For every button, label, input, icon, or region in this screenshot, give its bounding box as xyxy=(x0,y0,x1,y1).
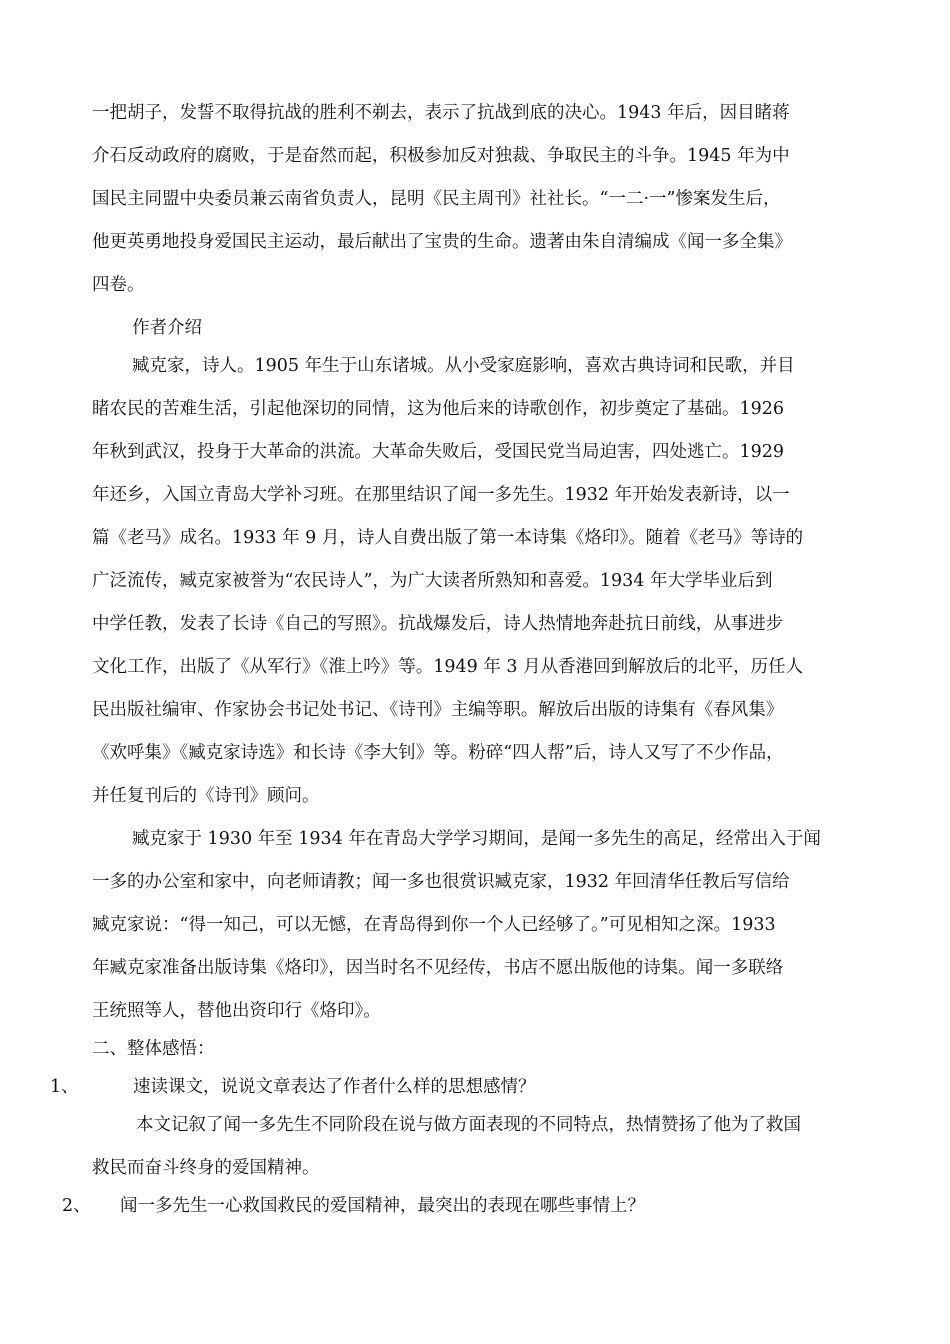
question-number: 1、 xyxy=(50,1077,79,1097)
paragraph-line: 王统照等人，替他出资印行《烙印》。 xyxy=(92,1001,381,1021)
author-heading: 作者介绍 xyxy=(132,318,202,338)
question-number: 2、 xyxy=(62,1196,91,1216)
paragraph-line: 国民主同盟中央委员兼云南省负责人，昆明《民主周刊》社社长。“一二·一”惨案发生后， xyxy=(92,189,781,209)
paragraph-line: 年秋到武汉，投身于大革命的洪流。大革命失败后，受国民党当局迫害，四处逃亡。1929 xyxy=(92,442,785,462)
paragraph-line: 介石反动政府的腐败，于是奋然而起，积极参加反对独裁、争取民主的斗争。1945 年为中 xyxy=(92,146,790,166)
answer-line: 本文记叙了闻一多先生不同阶段在说与做方面表现的不同特点，热情赞扬了他为了救国 xyxy=(136,1115,801,1135)
paragraph-line: 臧克家于 1930 年至 1934 年在青岛大学学习期间，是闻一多先生的高足，经常出入于闻 xyxy=(132,829,821,849)
paragraph-line: 一把胡子，发誓不取得抗战的胜利不剃去，表示了抗战到底的决心。1943 年后，因目睹蒋 xyxy=(92,103,790,123)
paragraph-line: 年臧克家准备出版诗集《烙印》，因当时名不见经传，书店不愿出版他的诗集。闻一多联络 xyxy=(92,958,784,978)
paragraph-line: 一多的办公室和家中，向老师请教；闻一多也很赏识臧克家，1932 年回清华任教后写信给 xyxy=(92,872,790,892)
section-heading: 二、整体感悟： xyxy=(92,1039,215,1059)
paragraph-line: 并任复刊后的《诗刊》顾问。 xyxy=(92,786,320,806)
paragraph-line: 文化工作，出版了《从军行》《淮上吟》等。1949 年 3 月从香港回到解放后的北平，历任人 xyxy=(92,657,804,677)
paragraph-line: 他更英勇地投身爱国民主运动，最后献出了宝贵的生命。遗著由朱自清编成《闻一多全集》 xyxy=(92,232,792,252)
paragraph-line: 《欢呼集》《臧克家诗选》和长诗《李大钊》等。粉碎“四人帮”后，诗人又写了不少作品， xyxy=(92,743,784,763)
paragraph-line: 臧克家说：“得一知己，可以无憾，在青岛得到你一个人已经够了。”可见相知之深。1933 xyxy=(92,915,776,935)
paragraph-line: 臧克家，诗人。1905 年生于山东诸城。从小受家庭影响，喜欢古典诗词和民歌，并目 xyxy=(132,356,795,376)
question-text: 闻一多先生一心救国救民的爱国精神，最突出的表现在哪些事情上？ xyxy=(120,1196,645,1216)
question-text: 速读课文，说说文章表达了作者什么样的思想感情？ xyxy=(133,1077,536,1097)
paragraph-line: 民出版社编审、作家协会书记处书记、《诗刊》主编等职。解放后出版的诗集有《春风集》 xyxy=(92,700,784,720)
paragraph-line: 年还乡，入国立青岛大学补习班。在那里结识了闻一多先生。1932 年开始发表新诗，以一 xyxy=(92,485,790,505)
paragraph-line: 四卷。 xyxy=(92,275,145,295)
answer-line: 救民而奋斗终身的爱国精神。 xyxy=(92,1158,320,1178)
paragraph-line: 睹农民的苦难生活，引起他深切的同情，这为他后来的诗歌创作，初步奠定了基础。1926 xyxy=(92,399,785,419)
paragraph-line: 中学任教，发表了长诗《自己的写照》。抗战爆发后，诗人热情地奔赴抗日前线，从事进步 xyxy=(92,614,784,634)
paragraph-line: 篇《老马》成名。1933 年 9 月，诗人自费出版了第一本诗集《烙印》。随着《老马》等诗的 xyxy=(92,528,804,548)
paragraph-line: 广泛流传，臧克家被誉为“农民诗人”，为广大读者所熟知和喜爱。1934 年大学毕业后到 xyxy=(92,571,773,591)
